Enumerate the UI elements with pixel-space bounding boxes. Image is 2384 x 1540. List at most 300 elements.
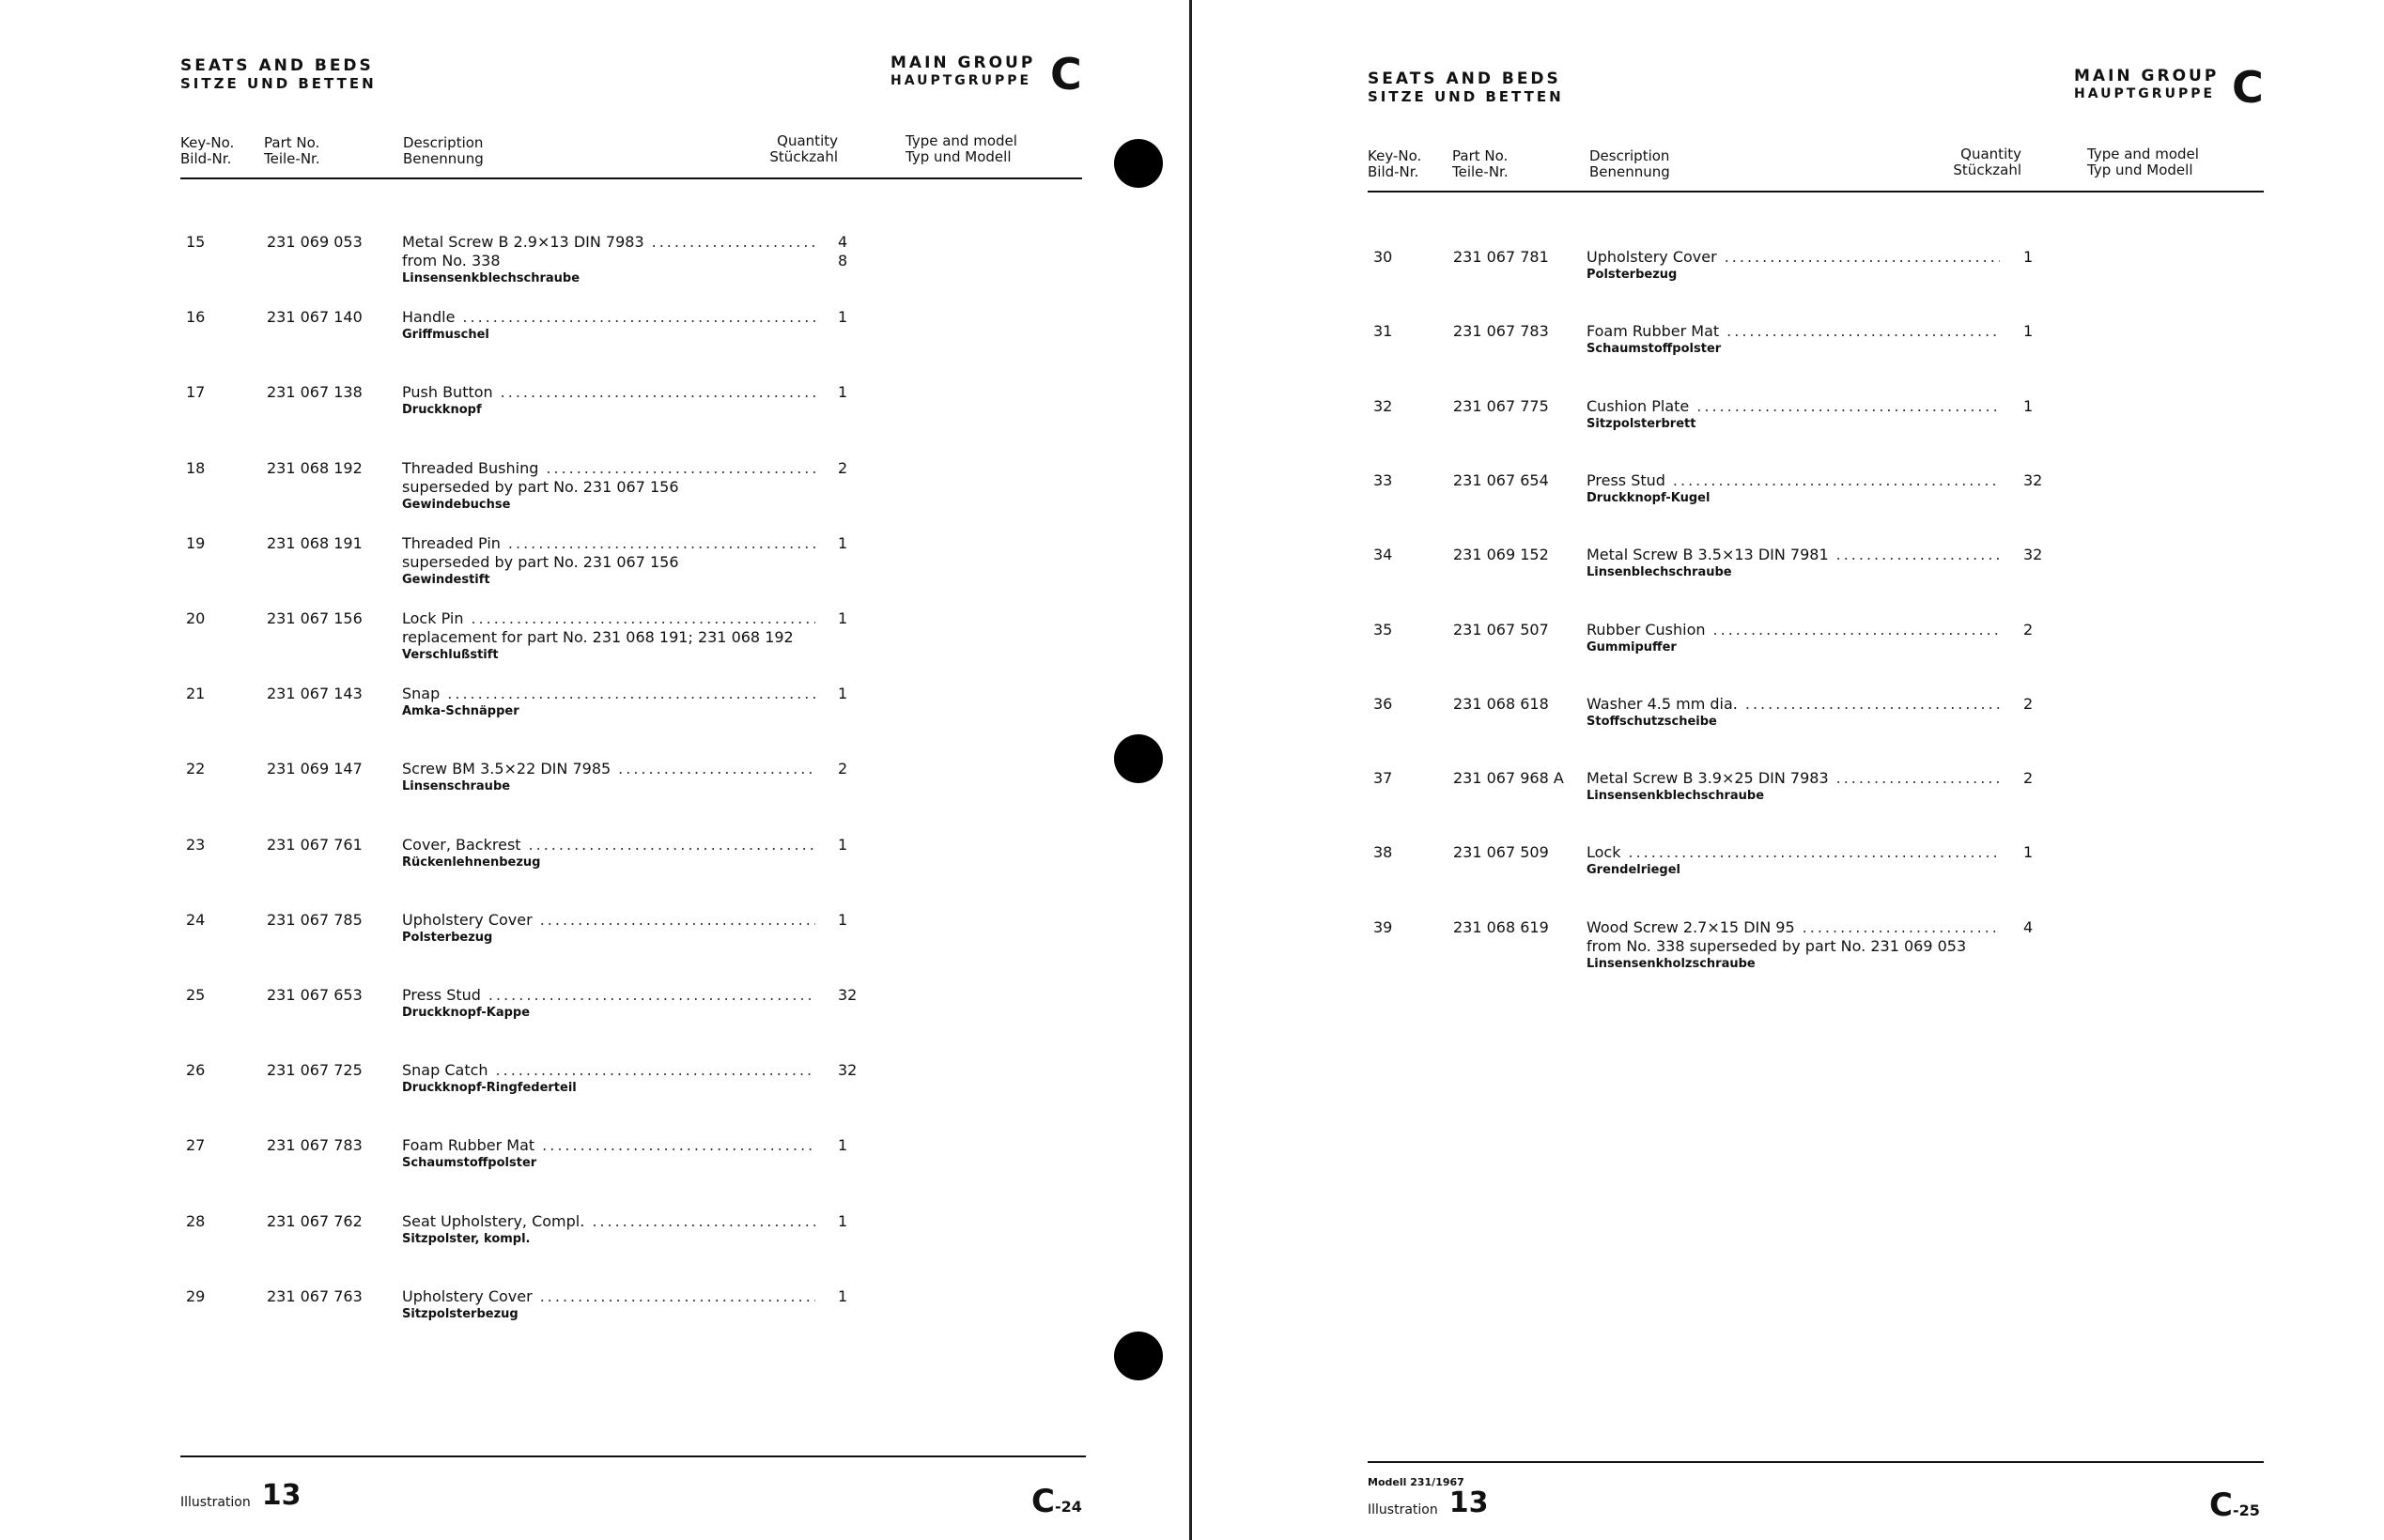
quantity — [838, 534, 847, 553]
part-no: 231 067 509 — [1453, 843, 1549, 862]
description — [402, 986, 815, 1021]
key-no: 15 — [186, 233, 206, 251]
leader-dots — [542, 1136, 815, 1155]
description — [1587, 546, 2000, 580]
table-row — [0, 1136, 1188, 1193]
leader-dots — [501, 383, 815, 402]
description-de: Polsterbezug — [402, 930, 493, 945]
leader-dots — [1745, 695, 2000, 714]
description-note: from No. 338 — [402, 252, 501, 270]
leader-dots — [508, 534, 815, 553]
col-desc-de: Benennung — [403, 150, 484, 167]
key-no: 31 — [1373, 322, 1393, 341]
description — [1587, 695, 2000, 730]
description — [402, 760, 815, 794]
description-en: Screw BM 3.5×22 DIN 7985 — [402, 760, 611, 778]
leader-dots — [618, 760, 815, 778]
table-row — [0, 534, 1188, 591]
description-en: Cover, Backrest — [402, 835, 521, 854]
description-de: Druckknopf-Kappe — [402, 1006, 531, 1020]
description-de: Linsenschraube — [402, 779, 511, 794]
col-desc-en: Description — [403, 134, 484, 151]
description-en: Snap — [402, 685, 441, 703]
description-en: Metal Screw B 2.9×13 DIN 7983 — [402, 233, 644, 251]
leader-dots — [447, 685, 815, 703]
quantity-value: 32 — [838, 1061, 858, 1080]
quantity-value: 2 — [2023, 694, 2034, 713]
quantity — [2023, 918, 2033, 937]
leader-dots — [540, 1287, 815, 1306]
col-qty-en: Quantity — [777, 132, 838, 149]
description — [402, 308, 815, 343]
quantity-value: 1 — [2023, 248, 2034, 266]
description — [402, 459, 815, 513]
leader-dots — [1713, 621, 2000, 639]
key-no: 36 — [1373, 694, 1393, 713]
quantity-value: 1 — [838, 609, 848, 627]
table-row — [1193, 918, 2384, 975]
description — [402, 911, 815, 946]
col-key — [1368, 148, 1421, 180]
col-type — [2087, 146, 2199, 178]
section-title-de: SITZE UND BETTEN — [180, 75, 377, 92]
quantity — [838, 308, 847, 327]
description-en: Threaded Bushing — [402, 458, 539, 477]
quantity — [2023, 843, 2033, 862]
part-no: 231 067 781 — [1453, 248, 1549, 266]
description — [402, 1061, 815, 1096]
col-part — [1452, 148, 1509, 180]
key-no: 32 — [1373, 396, 1393, 415]
quantity-value: 32 — [2023, 470, 2043, 489]
description-en: Metal Screw B 3.9×25 DIN 7983 — [1587, 769, 1829, 788]
quantity — [2023, 322, 2033, 341]
description-de: Sitzpolster, kompl. — [402, 1231, 531, 1246]
description — [402, 534, 815, 588]
part-no: 231 068 191 — [267, 533, 363, 552]
description-de: Linsensenkblechschraube — [402, 271, 581, 285]
col-type-de: Typ und Modell — [906, 148, 1012, 165]
col-key-de: Bild-Nr. — [180, 150, 232, 167]
description-de: Druckknopf-Kugel — [1587, 490, 1711, 505]
description-de: Gewindestift — [402, 572, 490, 587]
main-group-letter: C — [1050, 49, 1082, 100]
quantity — [838, 1212, 847, 1231]
model-label: Modell 231/1967 — [1368, 1476, 1464, 1488]
description-note: replacement for part No. 231 068 191; 231 068 192 — [402, 628, 794, 646]
description-de: Gummipuffer — [1587, 639, 1677, 654]
book-spine — [1189, 0, 1192, 1540]
description-de: Grendelriegel — [1587, 863, 1680, 878]
quantity — [838, 911, 847, 930]
table-row — [1193, 843, 2384, 900]
part-no: 231 067 507 — [1453, 620, 1549, 639]
leader-dots — [546, 459, 815, 478]
main-group-de: HAUPTGRUPPE — [2074, 86, 2216, 101]
col-key-en: Key-No. — [180, 134, 235, 151]
part-no: 231 069 147 — [267, 760, 363, 778]
page-no: -24 — [1054, 1498, 1082, 1516]
part-no: 231 067 138 — [267, 383, 363, 402]
quantity-value: 1 — [838, 1286, 848, 1305]
table-row — [1193, 695, 2384, 751]
quantity — [838, 836, 847, 855]
main-group-letter: C — [2232, 62, 2264, 113]
description-note: from No. 338 superseded by part No. 231 069 053 — [1587, 936, 1967, 955]
key-no: 16 — [186, 308, 206, 327]
leader-dots — [1725, 248, 2000, 267]
description — [402, 1287, 815, 1322]
description-en: Seat Upholstery, Compl. — [402, 1211, 585, 1230]
page-number — [2209, 1486, 2260, 1527]
part-no: 231 068 619 — [1453, 917, 1549, 936]
main-group-en: MAIN GROUP — [890, 54, 1036, 72]
quantity — [838, 1136, 847, 1155]
key-no: 35 — [1373, 620, 1393, 639]
leader-dots — [1673, 471, 2000, 490]
part-no: 231 067 725 — [267, 1061, 363, 1080]
col-qty — [1950, 146, 2021, 178]
table-row — [1193, 248, 2384, 304]
description — [402, 609, 815, 663]
description-de: Linsenblechschraube — [1587, 565, 1732, 580]
key-no: 23 — [186, 835, 206, 854]
table-row — [1193, 769, 2384, 825]
quantity — [2023, 621, 2033, 639]
binder-hole — [1114, 1332, 1163, 1380]
col-type-de: Typ und Modell — [2087, 162, 2193, 178]
quantity — [838, 1061, 857, 1080]
table-row — [0, 459, 1188, 516]
footer-rule — [180, 1455, 1086, 1457]
key-no: 19 — [186, 533, 206, 552]
part-no: 231 069 053 — [267, 233, 363, 251]
description — [1587, 843, 2000, 878]
description-en: Press Stud — [402, 986, 481, 1004]
page-number — [1031, 1483, 1082, 1523]
col-desc-en: Description — [1589, 147, 1670, 164]
binder-hole — [1114, 734, 1163, 783]
description-de: Schaumstoffpolster — [1587, 342, 1722, 357]
quantity-value: 1 — [838, 685, 848, 703]
quantity — [838, 986, 857, 1005]
description — [402, 836, 815, 870]
illustration-number: 13 — [261, 1479, 302, 1512]
illustration-ref — [1368, 1486, 1489, 1519]
leader-dots — [592, 1212, 815, 1231]
leader-dots — [1836, 769, 2000, 788]
table-row — [0, 760, 1188, 816]
quantity-value: 2 — [2023, 620, 2034, 639]
binder-hole — [1114, 139, 1163, 188]
section-title — [180, 56, 377, 92]
col-desc-de: Benennung — [1589, 163, 1670, 180]
col-desc — [1589, 148, 1670, 180]
key-no: 34 — [1373, 546, 1393, 564]
quantity-value: 2 — [838, 760, 848, 778]
description-de: Linsensenkholzschraube — [1587, 956, 1756, 971]
description — [402, 1136, 815, 1171]
key-no: 29 — [186, 1286, 206, 1305]
description-de: Druckknopf — [402, 403, 482, 418]
quantity-value: 1 — [2023, 843, 2034, 862]
description-en: Upholstery Cover — [402, 1286, 533, 1305]
quantity-value: 1 — [2023, 396, 2034, 415]
quantity-value: 1 — [2023, 322, 2034, 341]
quantity — [838, 760, 847, 778]
description-de: Stoffschutzscheibe — [1587, 714, 1717, 729]
leader-dots — [529, 836, 815, 855]
part-no: 231 067 763 — [267, 1286, 363, 1305]
quantity-value: 32 — [2023, 546, 2043, 564]
part-no: 231 067 783 — [1453, 322, 1549, 341]
key-no: 24 — [186, 910, 206, 929]
description — [402, 1212, 815, 1247]
col-part-en: Part No. — [1452, 147, 1509, 164]
quantity-value: 1 — [838, 835, 848, 854]
quantity — [838, 609, 847, 628]
illustration-label: Illustration — [180, 1495, 251, 1510]
description-en: Washer 4.5 mm dia. — [1587, 694, 1738, 713]
header-rule — [180, 177, 1082, 179]
description-en: Lock Pin — [402, 609, 464, 627]
key-no: 18 — [186, 458, 206, 477]
parts-list — [0, 233, 1188, 1435]
table-row — [0, 233, 1188, 289]
description — [1587, 248, 2000, 283]
parts-list — [1193, 248, 2384, 999]
description-en: Threaded Pin — [402, 533, 501, 552]
table-row — [1193, 322, 2384, 378]
table-row — [1193, 546, 2384, 602]
quantity-value: 1 — [838, 1136, 848, 1155]
quantity — [838, 1287, 847, 1306]
description-en: Lock — [1587, 843, 1621, 862]
key-no: 25 — [186, 986, 206, 1004]
illustration-ref — [180, 1479, 302, 1512]
part-no: 231 067 761 — [267, 835, 363, 854]
part-no: 231 067 775 — [1453, 396, 1549, 415]
leader-dots — [462, 308, 815, 327]
leader-dots — [496, 1061, 815, 1080]
description-en: Foam Rubber Mat — [1587, 322, 1720, 341]
col-key-de: Bild-Nr. — [1368, 163, 1419, 180]
description-en: Foam Rubber Mat — [402, 1136, 535, 1155]
quantity — [2023, 397, 2033, 416]
page-letter: C — [2209, 1486, 2233, 1524]
key-no: 17 — [186, 383, 206, 402]
leader-dots — [488, 986, 815, 1005]
leader-dots — [652, 233, 815, 252]
leader-dots — [1803, 918, 2000, 937]
part-no: 231 069 152 — [1453, 546, 1549, 564]
illustration-number: 13 — [1448, 1486, 1489, 1519]
page-no: -25 — [2232, 1502, 2260, 1519]
part-no: 231 067 968 A — [1453, 769, 1564, 788]
description-en: Wood Screw 2.7×15 DIN 95 — [1587, 917, 1795, 936]
table-row — [0, 1061, 1188, 1117]
quantity — [2023, 248, 2033, 267]
col-type-en: Type and model — [906, 132, 1017, 149]
col-qty-de: Stückzahl — [769, 148, 838, 165]
quantity-value: 4 — [2023, 917, 2034, 936]
key-no: 37 — [1373, 769, 1393, 788]
description-de: Sitzpolsterbezug — [402, 1306, 519, 1321]
table-row — [1193, 621, 2384, 677]
description-de: Linsensenkblechschraube — [1587, 789, 1765, 804]
table-row — [0, 308, 1188, 364]
table-row — [0, 609, 1188, 666]
col-qty — [768, 133, 838, 165]
col-type — [906, 133, 1017, 165]
col-part-de: Teile-Nr. — [264, 150, 320, 167]
part-no: 231 067 143 — [267, 685, 363, 703]
quantity — [838, 685, 847, 703]
quantity-value: 1 — [838, 383, 848, 402]
description-de: Gewindebuchse — [402, 497, 511, 512]
leader-dots — [1726, 322, 2000, 341]
model-ref — [1368, 1476, 1488, 1517]
leader-dots — [540, 911, 815, 930]
left-page — [0, 0, 1188, 1540]
description — [402, 685, 815, 719]
description — [1587, 322, 2000, 357]
table-row — [0, 1287, 1188, 1344]
table-row — [0, 685, 1188, 741]
description-en: Press Stud — [1587, 470, 1665, 489]
description-en: Push Button — [402, 383, 493, 402]
table-row — [1193, 397, 2384, 454]
part-no: 231 067 783 — [267, 1136, 363, 1155]
key-no: 28 — [186, 1211, 206, 1230]
footer-rule — [1368, 1461, 2264, 1463]
main-group — [890, 54, 1035, 89]
description-de: Verschlußstift — [402, 648, 499, 662]
quantity-value: 2 — [2023, 769, 2034, 788]
part-no: 231 068 192 — [267, 458, 363, 477]
key-no: 39 — [1373, 917, 1393, 936]
main-group-en: MAIN GROUP — [2074, 67, 2220, 85]
col-qty-de: Stückzahl — [1953, 162, 2021, 178]
quantity — [2023, 769, 2033, 788]
description — [1587, 397, 2000, 432]
key-no: 30 — [1373, 248, 1393, 266]
right-page — [1193, 0, 2384, 1540]
key-no: 27 — [186, 1136, 206, 1155]
description — [1587, 918, 2000, 972]
col-desc — [403, 135, 484, 167]
description-en: Metal Screw B 3.5×13 DIN 7981 — [1587, 546, 1829, 564]
quantity-value: 1 — [838, 1211, 848, 1230]
description — [402, 233, 815, 286]
col-part — [264, 135, 320, 167]
quantity-value: 4 — [838, 233, 848, 251]
leader-dots — [1696, 397, 2000, 416]
description-de: Polsterbezug — [1587, 268, 1678, 282]
description-en: Upholstery Cover — [1587, 248, 1717, 266]
description-de: Sitzpolsterbrett — [1587, 416, 1696, 431]
quantity — [2023, 546, 2042, 564]
section-title-en: SEATS AND BEDS — [180, 56, 374, 75]
quantity-value-alt: 8 — [838, 252, 848, 270]
key-no: 20 — [186, 609, 206, 627]
description — [402, 383, 815, 418]
table-row — [0, 383, 1188, 439]
description-de: Amka-Schnäpper — [402, 704, 519, 719]
table-row — [0, 911, 1188, 967]
section-title-en: SEATS AND BEDS — [1368, 69, 1561, 88]
description — [1587, 769, 2000, 804]
description — [1587, 621, 2000, 655]
key-no: 33 — [1373, 470, 1393, 489]
quantity — [2023, 695, 2033, 714]
description-de: Griffmuschel — [402, 328, 489, 343]
quantity — [838, 383, 847, 402]
description — [1587, 471, 2000, 506]
quantity-value: 2 — [838, 458, 848, 477]
key-no: 26 — [186, 1061, 206, 1080]
quantity — [838, 459, 847, 478]
key-no: 38 — [1373, 843, 1393, 862]
table-row — [0, 1212, 1188, 1269]
description-de: Druckknopf-Ringfederteil — [402, 1081, 577, 1096]
section-title-de: SITZE UND BETTEN — [1368, 88, 1564, 105]
quantity-value: 1 — [838, 533, 848, 552]
quantity — [2023, 471, 2042, 490]
key-no: 22 — [186, 760, 206, 778]
description-en: Rubber Cushion — [1587, 620, 1706, 639]
part-no: 231 067 156 — [267, 609, 363, 627]
col-key-en: Key-No. — [1368, 147, 1422, 164]
table-row — [0, 836, 1188, 892]
leader-dots — [1628, 843, 2000, 862]
description-note: superseded by part No. 231 067 156 — [402, 552, 679, 571]
part-no: 231 067 785 — [267, 910, 363, 929]
description-de: Schaumstoffpolster — [402, 1156, 537, 1171]
part-no: 231 067 762 — [267, 1211, 363, 1230]
description-en: Upholstery Cover — [402, 910, 533, 929]
col-qty-en: Quantity — [1960, 146, 2021, 162]
description-en: Cushion Plate — [1587, 396, 1690, 415]
quantity-value: 32 — [838, 986, 858, 1004]
section-title — [1368, 69, 1564, 105]
col-type-en: Type and model — [2087, 146, 2199, 162]
description-note: superseded by part No. 231 067 156 — [402, 477, 679, 496]
table-row — [0, 986, 1188, 1042]
quantity — [838, 233, 847, 270]
col-part-en: Part No. — [264, 134, 320, 151]
description-en: Snap Catch — [402, 1061, 488, 1080]
col-key — [180, 135, 234, 167]
leader-dots — [1836, 546, 2000, 564]
description-en: Handle — [402, 308, 456, 327]
main-group-de: HAUPTGRUPPE — [890, 73, 1032, 88]
part-no: 231 067 140 — [267, 308, 363, 327]
part-no: 231 067 654 — [1453, 470, 1549, 489]
key-no: 21 — [186, 685, 206, 703]
table-row — [1193, 471, 2384, 528]
page-letter: C — [1031, 1483, 1055, 1520]
col-part-de: Teile-Nr. — [1452, 163, 1509, 180]
quantity-value: 1 — [838, 910, 848, 929]
main-group — [2074, 67, 2219, 102]
illustration-label: Illustration — [1368, 1502, 1438, 1517]
part-no: 231 067 653 — [267, 986, 363, 1004]
header-rule — [1368, 191, 2264, 192]
part-no: 231 068 618 — [1453, 694, 1549, 713]
description-de: Rückenlehnenbezug — [402, 855, 541, 870]
quantity-value: 1 — [838, 308, 848, 327]
